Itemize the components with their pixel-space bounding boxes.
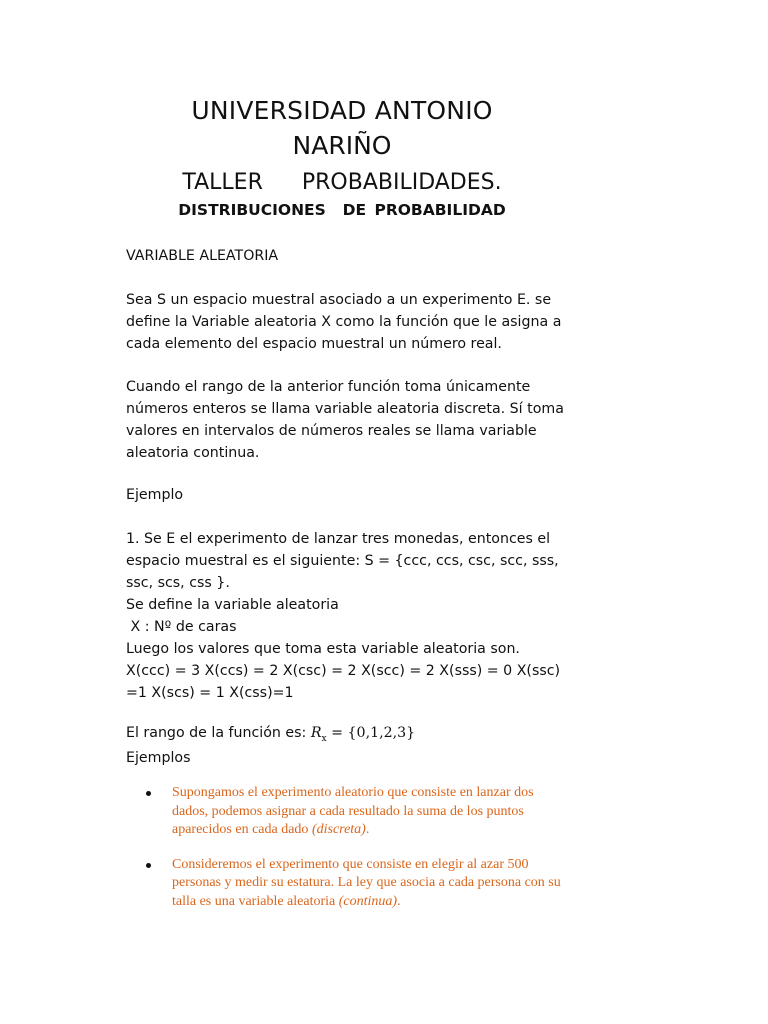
list-item-emphasis: (continua) — [338, 893, 398, 909]
definition-text: Sea S un espacio muestral asociado a un experimento E. se define la Variable aleatoria X como la función que le asigna a cada elemento del espacio muestral un número real. — [126, 292, 562, 352]
list-item-text: Supongamos el experimento aleatorio que consiste en lanzar dos dados, podemos asignar a cada resultado la suma de los puntos aparecidos en cada dado — [172, 785, 534, 837]
example-1-line4: Luego los valores que toma esta variable aleatoria son. X(ccc) = 3 X(ccs) = 2 X(csc) = 2 X(scc) = 2 X(sss) = 0 X(ssc) =1 X(scs) = 1 X(css)=1 — [126, 641, 561, 701]
example-1-line1: 1. Se E el experimento de lanzar tres monedas, entonces el espacio muestral es el siguiente: S = {ccc, ccs, csc, scc, sss, ssc, scs, css }. — [126, 531, 559, 591]
rango-set: = {0,1,2,3} — [326, 725, 416, 741]
list-item-emphasis: (discreta) — [311, 822, 366, 837]
university-title-line2: NARIÑO — [292, 131, 392, 160]
rango-line — [126, 722, 566, 750]
example-1-line3: X : Nº de caras — [126, 619, 237, 635]
ejemplos-label: Ejemplos — [126, 750, 191, 766]
taller-title: TALLER PROBABILIDADES. — [182, 170, 502, 195]
list-item-end: . — [365, 822, 370, 837]
list-item-text: Consideremos el experimento que consiste en elegir al azar 500 personas y medir su estatura. La ley que asocia a cada persona con su talla es una variable aleatoria — [172, 856, 561, 909]
definition-paragraph — [126, 289, 566, 355]
rango-subscript: x — [321, 733, 327, 744]
rango-symbol: R — [310, 725, 322, 741]
subtitle: DISTRIBUCIONES DE PROBABILIDAD — [178, 201, 506, 219]
bullet-icon — [146, 791, 151, 796]
section-heading: VARIABLE ALEATORIA — [126, 248, 279, 264]
examples-list — [146, 784, 566, 911]
list-item — [146, 856, 566, 912]
example-1 — [126, 528, 566, 704]
bullet-icon — [146, 863, 151, 868]
range-text: Cuando el rango de la anterior función toma únicamente números enteros se llama variable aleatoria discreta. Sí toma valores en intervalos de números reales se llama variable aleatoria continua. — [126, 379, 564, 461]
rango-formula — [310, 725, 416, 744]
rango-text: El rango de la función es: — [126, 725, 311, 741]
list-item — [146, 784, 566, 840]
range-paragraph — [126, 376, 566, 464]
example-1-line2: Se define la variable aleatoria — [126, 597, 339, 613]
ejemplo-label: Ejemplo — [126, 487, 184, 503]
university-title-line1: UNIVERSIDAD ANTONIO — [191, 96, 493, 125]
list-item-end: . — [397, 893, 401, 909]
